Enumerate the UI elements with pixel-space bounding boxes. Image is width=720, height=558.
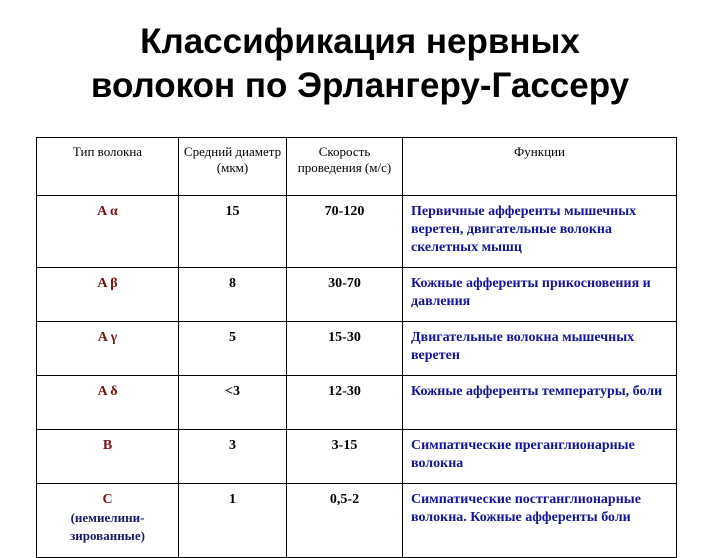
- header-fiber-type: Тип волокна: [37, 138, 179, 196]
- fiber-type-note: (немиелини-зированные): [70, 510, 145, 543]
- cell-functions: Первичные афференты мышечных веретен, двигательные волокна скелетных мышц: [403, 196, 677, 268]
- cell-type: [37, 268, 179, 322]
- cell-type: [37, 196, 179, 268]
- table-row: [37, 196, 677, 268]
- cell-speed: 3-15: [287, 430, 403, 484]
- cell-diameter: 5: [179, 322, 287, 376]
- cell-speed: 12-30: [287, 376, 403, 430]
- cell-functions: Кожные афференты температуры, боли: [403, 376, 677, 430]
- cell-speed: 30-70: [287, 268, 403, 322]
- cell-functions: Двигательные волокна мышечных веретен: [403, 322, 677, 376]
- fiber-type-label: B: [102, 438, 113, 453]
- cell-type: [37, 322, 179, 376]
- cell-speed: 15-30: [287, 322, 403, 376]
- cell-type: [37, 376, 179, 430]
- fiber-type-label: A β: [97, 276, 118, 291]
- cell-speed: 0,5-2: [287, 484, 403, 558]
- table-row: [37, 376, 677, 430]
- table-row: [37, 268, 677, 322]
- cell-type: [37, 430, 179, 484]
- cell-functions: Симпатические преганглионарные волокна: [403, 430, 677, 484]
- cell-functions: Кожные афференты прикосновения и давления: [403, 268, 677, 322]
- cell-speed: 70-120: [287, 196, 403, 268]
- fiber-type-label: A α: [97, 204, 118, 219]
- fiber-type-label: C: [102, 492, 113, 507]
- cell-diameter: 1: [179, 484, 287, 558]
- header-speed: Скорость проведения (м/с): [287, 138, 403, 196]
- header-functions: Функции: [403, 138, 677, 196]
- table-header-row: [37, 138, 677, 196]
- title-line-1: Классификация нервных: [140, 22, 580, 61]
- table-row: [37, 322, 677, 376]
- table-row: [37, 484, 677, 558]
- cell-functions: Симпатические постганглионарные волокна. Кожные афференты боли: [403, 484, 677, 558]
- fiber-type-label: A γ: [97, 330, 118, 345]
- title-line-2: волокон по Эрлангеру-Гассеру: [90, 66, 630, 105]
- cell-type: [37, 484, 179, 558]
- header-diameter: Средний диаметр (мкм): [179, 138, 287, 196]
- cell-diameter: 3: [179, 430, 287, 484]
- table-row: [37, 430, 677, 484]
- fiber-type-label: A δ: [97, 384, 118, 399]
- cell-diameter: 8: [179, 268, 287, 322]
- slide-title: [0, 20, 720, 108]
- cell-diameter: 15: [179, 196, 287, 268]
- cell-diameter: <3: [179, 376, 287, 430]
- fiber-classification-table: [36, 137, 677, 558]
